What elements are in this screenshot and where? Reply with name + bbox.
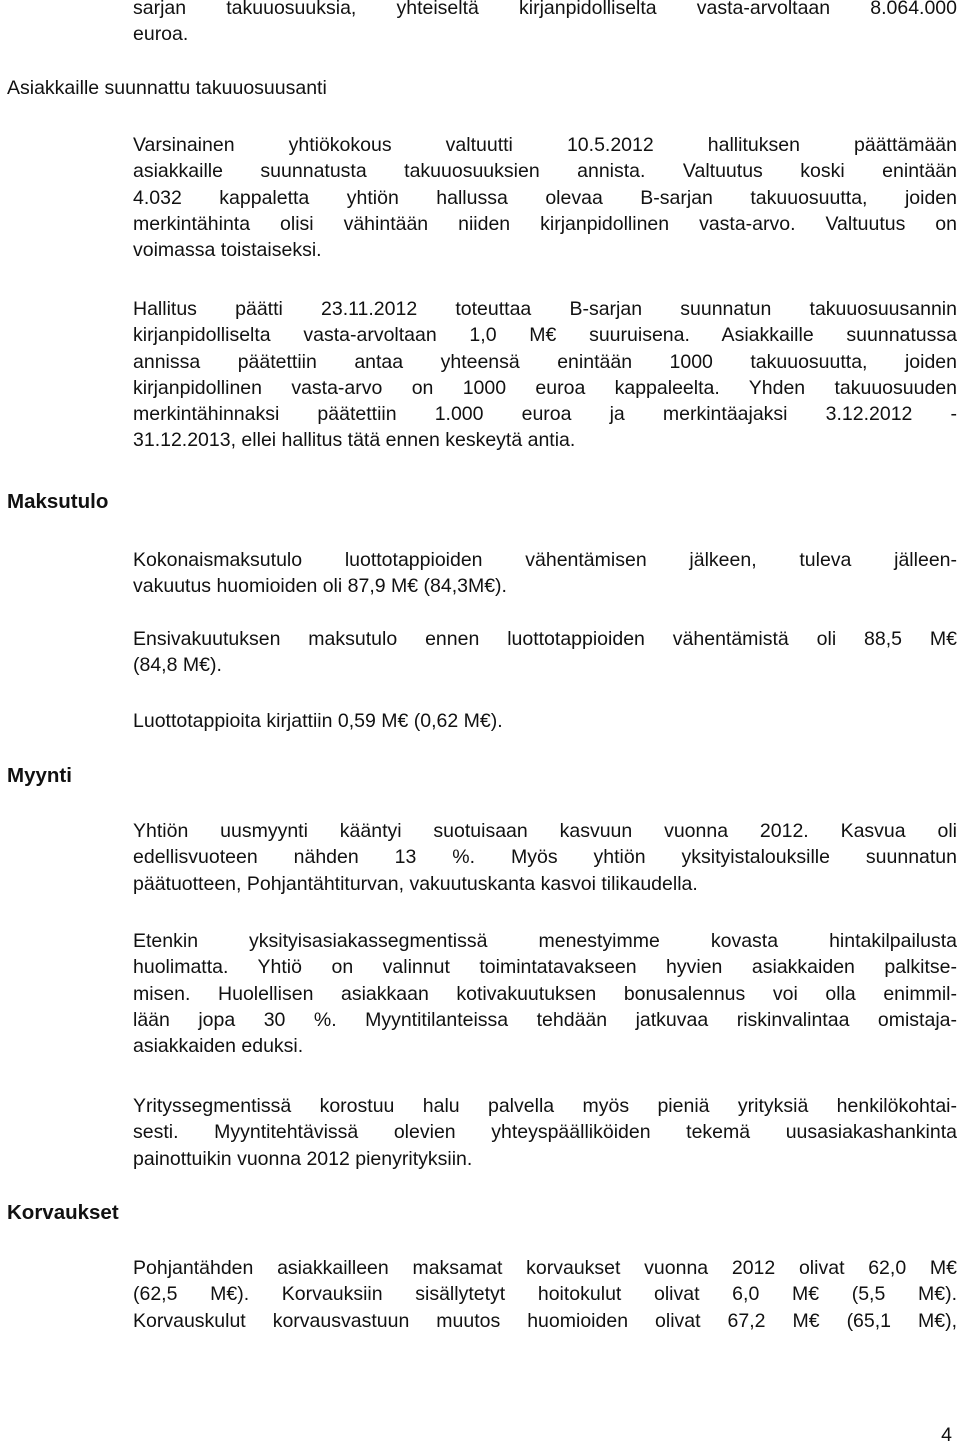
- text-line: Yhtiön uusmyynti kääntyi suotuisaan kasvuun vuonna 2012. Kasvua oli: [133, 820, 957, 842]
- section-heading-maksutulo: Maksutulo: [7, 490, 109, 513]
- text-line: merkintähinnaksi päätettiin 1.000 euroa ja merkintäajaksi 3.12.2012 -: [133, 403, 957, 426]
- text-line: merkintähinta olisi vähintään niiden kirjanpidollinen vasta-arvo. Valtuutus on: [133, 212, 957, 235]
- section-heading-myynti: Myynti: [7, 764, 72, 787]
- text-line: (84,8 M€).: [133, 654, 222, 677]
- text-line: Varsinainen yhtiökokous valtuutti 10.5.2012 hallituksen päättämään: [133, 134, 957, 156]
- anti-paragraph-1: [133, 132, 957, 263]
- subheading-asiakasanti: Asiakkaille suunnattu takuuosuusanti: [7, 77, 327, 99]
- page-number: 4: [941, 1424, 952, 1446]
- text-line: Ensivakuutuksen maksutulo ennen luottotappioiden vähentämistä oli 88,5 M€: [133, 628, 957, 650]
- text-line: kirjanpidolliselta vasta-arvoltaan 1,0 M€ suuruisena. Asiakkaille suunnatussa: [133, 324, 957, 347]
- text-line: sarjan takuuosuuksia, yhteiseltä kirjanpidolliselta vasta-arvoltaan 8.064.000: [133, 0, 957, 19]
- text-line: päätuotteen, Pohjantähtiturvan, vakuutuskanta kasvoi tilikaudella.: [133, 872, 698, 895]
- text-line: 4.032 kappaletta yhtiön hallussa olevaa B-sarjan takuuosuutta, joiden: [133, 186, 957, 209]
- text-line: (62,5 M€). Korvauksiin sisällytetyt hoitokulut olivat 6,0 M€ (5,5 M€).: [133, 1283, 957, 1306]
- text-line: misen. Huolellisen asiakkaan kotivakuutuksen bonusalennus voi olla enimmil-: [133, 982, 957, 1005]
- myynti-paragraph-1: [133, 818, 957, 897]
- top-continuation-paragraph: [133, 0, 957, 48]
- text-line: asiakkaiden eduksi.: [133, 1035, 304, 1058]
- anti-paragraph-2: [133, 296, 957, 454]
- text-line: Pohjantähden asiakkailleen maksamat korvaukset vuonna 2012 olivat 62,0 M€: [133, 1257, 957, 1279]
- text-line: Yrityssegmentissä korostuu halu palvella myös pieniä yrityksiä henkilökohtai-: [133, 1095, 957, 1117]
- text-line: voimassa toistaiseksi.: [133, 239, 322, 262]
- text-line: painottuikin vuonna 2012 pienyrityksiin.: [133, 1147, 473, 1170]
- text-line: sesti. Myyntitehtävissä olevien yhteyspäälliköiden tekemä uusasiakashankinta: [133, 1121, 957, 1144]
- text-line: kirjanpidollinen vasta-arvo on 1000 euroa kappaleelta. Yhden takuuosuuden: [133, 376, 957, 399]
- text-line: Etenkin yksityisasiakassegmentissä menestyimme kovasta hintakilpailusta: [133, 930, 957, 952]
- maksutulo-paragraph-1: [133, 547, 957, 600]
- myynti-paragraph-2: [133, 928, 957, 1059]
- maksutulo-paragraph-3: [133, 708, 957, 734]
- maksutulo-paragraph-2: [133, 626, 957, 679]
- text-line: euroa.: [133, 23, 189, 46]
- text-line: 31.12.2013, ellei hallitus tätä ennen keskeytä antia.: [133, 429, 576, 452]
- section-heading-korvaukset: Korvaukset: [7, 1201, 119, 1224]
- text-line: Luottotappioita kirjattiin 0,59 M€ (0,62 M€).: [133, 710, 503, 732]
- text-line: annissa päätettiin antaa yhteensä enintään 1000 takuuosuutta, joiden: [133, 350, 957, 373]
- myynti-paragraph-3: [133, 1093, 957, 1172]
- text-line: vakuutus huomioiden oli 87,9 M€ (84,3M€).: [133, 575, 507, 598]
- text-line: asiakkaille suunnatusta takuuosuuksien annista. Valtuutus koski enintään: [133, 160, 957, 183]
- text-line: edellisvuoteen nähden 13 %. Myös yhtiön yksityistalouksille suunnatun: [133, 846, 957, 869]
- text-line: Kokonaismaksutulo luottotappioiden vähentämisen jälkeen, tuleva jälleen-: [133, 549, 957, 571]
- text-line: huolimatta. Yhtiö on valinnut toimintatavakseen hyvien asiakkaiden palkitse-: [133, 956, 957, 979]
- korvaukset-paragraph-1: [133, 1255, 957, 1334]
- text-line: Korvauskulut korvausvastuun muutos huomioiden olivat 67,2 M€ (65,1 M€),: [133, 1309, 957, 1332]
- text-line: lään jopa 30 %. Myyntitilanteissa tehdään jatkuvaa riskinvalintaa omistaja-: [133, 1008, 957, 1031]
- text-line: Hallitus päätti 23.11.2012 toteuttaa B-sarjan suunnatun takuuosuusannin: [133, 298, 957, 320]
